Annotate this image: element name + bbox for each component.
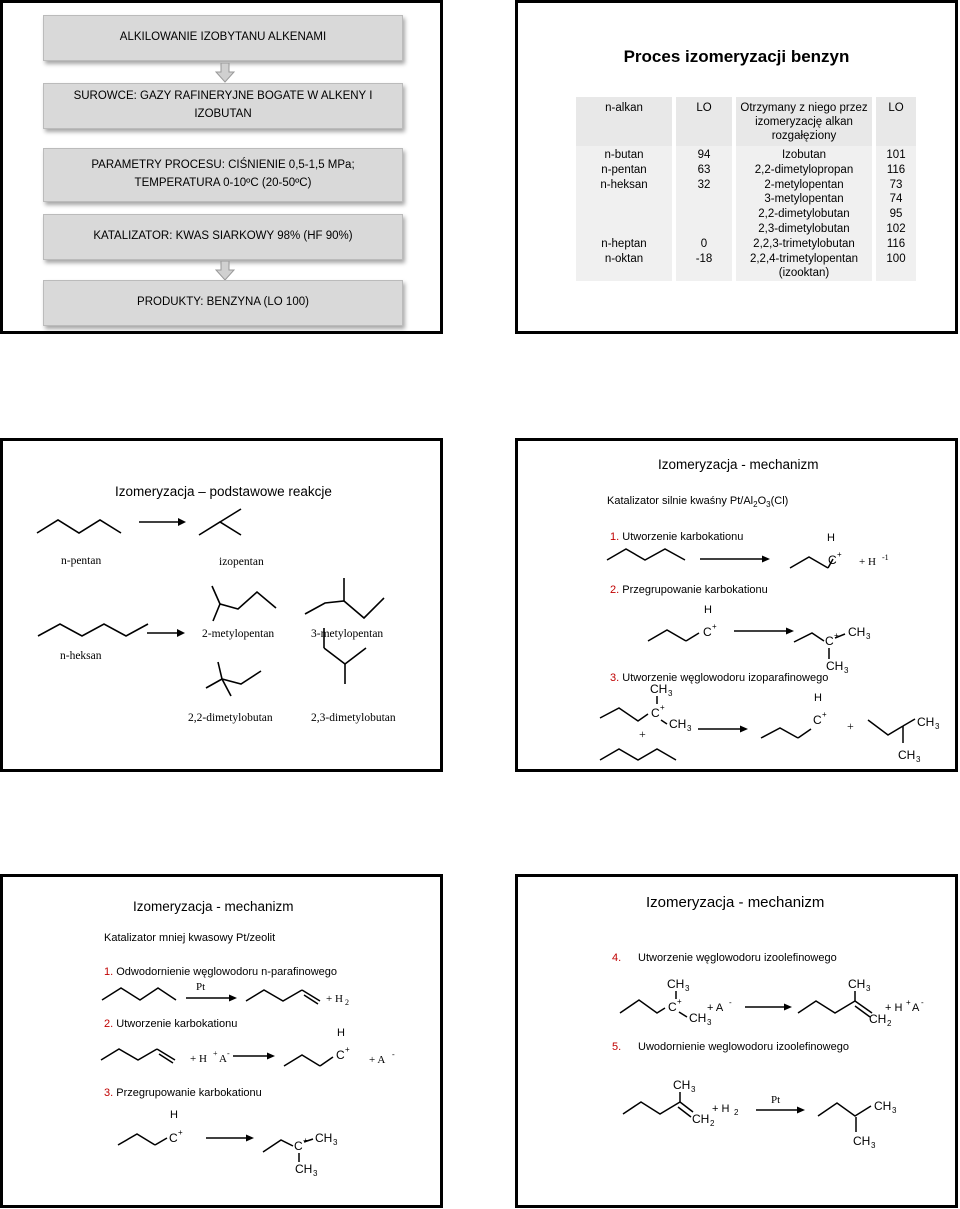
svg-text:-1: -1 xyxy=(882,553,889,562)
svg-text:+: + xyxy=(213,1049,218,1058)
cell: 2,2,4-trimetylopentan xyxy=(749,252,859,265)
svg-text:A: A xyxy=(912,1002,920,1014)
header-nalkan: n-alkan xyxy=(576,97,672,146)
label-n-pentan: n-pentan xyxy=(61,555,102,567)
slide-alkilowanie xyxy=(0,0,443,334)
svg-text:2: 2 xyxy=(734,1108,739,1117)
svg-text:3: 3 xyxy=(691,1085,696,1094)
flow-box-parametry xyxy=(43,148,403,202)
cell: 102 xyxy=(886,222,906,235)
header-lo2: LO xyxy=(876,97,916,146)
step-number: 1. xyxy=(104,966,114,978)
svg-text:C: C xyxy=(825,634,834,648)
svg-text:3: 3 xyxy=(866,984,871,993)
cell: 2,2-dimetylobutan xyxy=(758,208,850,221)
flow-box-text: PARAMETRY PROCESU: CIŚNIENIE 0,5-1,5 MPa; xyxy=(91,159,355,172)
cell: 73 xyxy=(889,178,903,191)
step-number: 3. xyxy=(610,672,620,684)
svg-text:+ H: + H xyxy=(326,993,343,1005)
slide-title: Izomeryzacja - mechanizm xyxy=(646,894,825,911)
label-23-dimetylobutan: 2,3-dimetylobutan xyxy=(311,712,396,724)
flow-box-surowce xyxy=(43,83,403,129)
step-number: 2. xyxy=(104,1018,114,1030)
cell: 63 xyxy=(697,163,711,176)
svg-text:+: + xyxy=(178,1128,183,1137)
svg-text:CH: CH xyxy=(848,625,866,639)
svg-text:3: 3 xyxy=(333,1138,338,1147)
cell: 101 xyxy=(886,149,906,161)
svg-text:CH: CH xyxy=(673,1078,691,1092)
flow-box-text: TEMPERATURA 0-10ºC (20-50ºC) xyxy=(134,177,312,189)
svg-text:+: + xyxy=(660,703,665,712)
acid-mechanism-diagram xyxy=(515,438,958,772)
svg-text:3: 3 xyxy=(685,984,690,993)
catalyst-text: Katalizator silnie kwaśny $Pt/Al_2O_3(Cl)$ xyxy=(607,495,789,510)
cell xyxy=(680,222,728,237)
col-lo2 xyxy=(876,146,916,281)
col-lo xyxy=(676,146,732,281)
svg-text:+: + xyxy=(837,550,842,559)
flow-box-produkty xyxy=(43,280,403,326)
svg-text:CH: CH xyxy=(669,717,687,731)
label-n-heksan: n-heksan xyxy=(60,650,102,662)
arrowhead-icon xyxy=(797,1107,805,1114)
svg-text:H: H xyxy=(704,604,712,616)
step-text: Przegrupowanie karbokationu xyxy=(113,1087,262,1099)
flow-box-text: PRODUKTY: BENZYNA (LO 100) xyxy=(137,296,309,309)
label-22-dimetylobutan: 2,2-dimetylobutan xyxy=(188,712,273,724)
svg-text:Pt: Pt xyxy=(771,1094,781,1106)
cell: 2,2-dimetylopropan xyxy=(754,163,854,176)
col-product xyxy=(736,146,872,281)
svg-text:Pt: Pt xyxy=(196,981,206,993)
arrowhead-icon xyxy=(229,995,237,1002)
step4-number: 4. xyxy=(612,952,622,964)
svg-text:CH: CH xyxy=(295,1162,313,1176)
svg-text:3: 3 xyxy=(871,1141,876,1150)
step-text: Utworzenie karbokationu xyxy=(619,531,744,543)
flow-box-title xyxy=(43,15,403,61)
svg-text:H: H xyxy=(170,1109,178,1121)
cell: n-heptan xyxy=(601,237,647,250)
step4-label: Utworzenie węglowodoru izoolefinowego xyxy=(638,952,837,964)
svg-text:C: C xyxy=(169,1131,178,1145)
svg-text:+: + xyxy=(822,710,827,719)
flow-box-katalizator xyxy=(43,214,403,260)
svg-text:CH: CH xyxy=(826,659,844,673)
svg-text:+ H: + H xyxy=(712,1103,730,1115)
down-arrow-icon xyxy=(215,63,235,83)
svg-text:CH: CH xyxy=(917,715,935,729)
svg-text:CH: CH xyxy=(667,977,685,991)
svg-text:CH: CH xyxy=(869,1012,887,1026)
svg-text:3: 3 xyxy=(935,722,940,731)
cell xyxy=(580,266,668,281)
svg-text:3: 3 xyxy=(707,1018,712,1027)
step-text: Utworzenie węglowodoru izoparafinowego xyxy=(619,672,829,684)
cell: 74 xyxy=(889,193,903,206)
label-3-metylopentan: 3-metylopentan xyxy=(311,628,384,640)
svg-text:+: + xyxy=(345,1045,350,1054)
cell: n-pentan xyxy=(601,163,647,176)
cell: -18 xyxy=(695,252,713,265)
svg-text:+ H: + H xyxy=(859,556,876,568)
slide-title: Izomeryzacja - mechanizm xyxy=(133,899,294,914)
flow-box-text: ALKILOWANIE IZOBYTANU ALKENAMI xyxy=(119,31,327,44)
22-dimetylobutan-structure xyxy=(206,671,261,688)
cell: n-heksan xyxy=(600,178,648,191)
slide-title: Izomeryzacja – podstawowe reakcje xyxy=(115,484,332,499)
svg-text:-: - xyxy=(392,1050,395,1059)
cell: 2,3-dimetylobutan xyxy=(758,222,850,235)
svg-text:CH: CH xyxy=(692,1112,710,1126)
arrowhead-icon xyxy=(177,629,185,637)
svg-text:+ H: + H xyxy=(885,1002,903,1014)
svg-text:2: 2 xyxy=(710,1119,715,1128)
svg-text:CH: CH xyxy=(874,1099,892,1113)
cell: 116 xyxy=(886,237,906,250)
23-dimetylobutan-structure xyxy=(324,648,366,664)
cell xyxy=(680,266,728,281)
down-arrow-icon xyxy=(215,261,235,281)
svg-text:C: C xyxy=(828,553,837,567)
svg-text:C: C xyxy=(294,1139,303,1153)
svg-text:+: + xyxy=(303,1136,308,1145)
n-pentan-structure xyxy=(607,549,685,560)
n-heksan-structure xyxy=(38,624,148,636)
slide-title: Proces izomeryzacji benzyn xyxy=(623,47,850,66)
isoolefin-mechanism-diagram xyxy=(515,874,958,1208)
svg-text:CH: CH xyxy=(650,682,668,696)
svg-text:-: - xyxy=(921,998,924,1007)
arrowhead-icon xyxy=(178,518,186,526)
svg-text:-: - xyxy=(729,998,732,1007)
svg-text:C: C xyxy=(651,706,660,720)
svg-text:CH: CH xyxy=(853,1134,871,1148)
svg-text:3: 3 xyxy=(313,1169,318,1178)
svg-text:+: + xyxy=(712,622,717,631)
arrowhead-icon xyxy=(784,1004,792,1011)
step-text: Utworzenie karbokationu xyxy=(113,1018,238,1030)
izopentan-structure xyxy=(199,522,241,535)
flow-box-text: SUROWCE: GAZY RAFINERYJNE BOGATE W ALKENY I IZOBUTAN xyxy=(73,90,373,120)
svg-text:C: C xyxy=(813,713,822,727)
n-pentan-structure xyxy=(102,988,176,1000)
svg-text:+: + xyxy=(677,997,682,1006)
catalyst-label: Katalizator silnie kwaśny Pt/Al xyxy=(607,495,754,507)
cell: 95 xyxy=(889,208,903,221)
svg-text:+: + xyxy=(847,719,854,733)
2-metylopentan-structure xyxy=(213,592,276,621)
svg-text:+: + xyxy=(639,727,646,741)
octane-number-table xyxy=(576,97,916,281)
svg-text:+: + xyxy=(906,998,911,1007)
cell xyxy=(680,192,728,207)
svg-text:C: C xyxy=(703,625,712,639)
svg-text:H: H xyxy=(827,532,835,544)
header-lo: LO xyxy=(676,97,732,146)
svg-text:2: 2 xyxy=(887,1019,892,1028)
svg-text:C: C xyxy=(668,1000,677,1014)
cell: n-oktan xyxy=(604,252,644,265)
svg-text:+ A: + A xyxy=(369,1054,386,1066)
cell: Izobutan xyxy=(781,149,827,161)
svg-text:3: 3 xyxy=(687,724,692,733)
cell: 2-metylopentan xyxy=(764,178,844,191)
cell xyxy=(580,192,668,207)
svg-text:2: 2 xyxy=(345,998,349,1007)
step-number: 2. xyxy=(610,584,620,596)
cell: 2,2,3-trimetylobutan xyxy=(753,237,855,250)
cell xyxy=(680,207,728,222)
step-text: Odwodornienie węglowodoru n-parafinowego xyxy=(113,966,337,978)
step-number: 3. xyxy=(104,1087,114,1099)
svg-text:CH: CH xyxy=(689,1011,707,1025)
svg-text:H: H xyxy=(337,1027,345,1039)
svg-text:3: 3 xyxy=(668,689,673,698)
step-number: 1. xyxy=(610,531,620,543)
cell: 116 xyxy=(886,163,906,176)
cell: 32 xyxy=(697,178,711,191)
cell: (izooktan) xyxy=(778,267,830,280)
svg-text:3: 3 xyxy=(892,1106,897,1115)
svg-text:+ H: + H xyxy=(190,1053,207,1065)
svg-text:+: + xyxy=(834,631,839,640)
svg-text:CH: CH xyxy=(848,977,866,991)
svg-text:3: 3 xyxy=(916,755,921,764)
cell xyxy=(880,266,912,281)
slide-title: Izomeryzacja - mechanizm xyxy=(658,457,819,472)
col-nalkan xyxy=(576,146,672,281)
svg-text:CH: CH xyxy=(898,748,916,762)
label-2-metylopentan: 2-metylopentan xyxy=(202,628,275,640)
svg-text:3: 3 xyxy=(844,666,849,675)
cell: 3-metylopentan xyxy=(764,193,844,206)
cell: 0 xyxy=(700,237,708,250)
arrowhead-icon xyxy=(267,1053,275,1060)
cell xyxy=(580,222,668,237)
cell: 100 xyxy=(886,252,906,265)
svg-text:A: A xyxy=(219,1053,227,1065)
step5-label: Uwodornienie weglowodoru izoolefinowego xyxy=(638,1041,849,1053)
flow-box-text: KATALIZATOR: KWAS SIARKOWY 98% (HF 90%) xyxy=(93,230,353,243)
arrowhead-icon xyxy=(762,556,770,563)
svg-text:+ A: + A xyxy=(707,1002,724,1014)
header-product: Otrzymany z niego przez izomeryzację alkan rozgałęziony xyxy=(736,97,872,146)
arrowhead-icon xyxy=(246,1135,254,1142)
arrowhead-icon xyxy=(740,726,748,733)
svg-text:3: 3 xyxy=(866,632,871,641)
svg-text:C: C xyxy=(336,1048,345,1062)
zeolite-mechanism-diagram xyxy=(0,874,443,1208)
svg-text:CH: CH xyxy=(315,1131,333,1145)
catalyst-text: Katalizator mniej kwasowy Pt/zeolit xyxy=(104,932,276,944)
svg-text:H: H xyxy=(814,692,822,704)
cell: 94 xyxy=(697,149,711,161)
arrowhead-icon xyxy=(786,628,794,635)
step-text: Przegrupowanie karbokationu xyxy=(619,584,768,596)
n-pentan-structure xyxy=(37,520,121,533)
label-izopentan: izopentan xyxy=(219,556,264,568)
cell xyxy=(580,207,668,222)
cell: n-butan xyxy=(604,149,644,161)
step5-number: 5. xyxy=(612,1041,622,1053)
svg-text:-: - xyxy=(227,1049,230,1058)
